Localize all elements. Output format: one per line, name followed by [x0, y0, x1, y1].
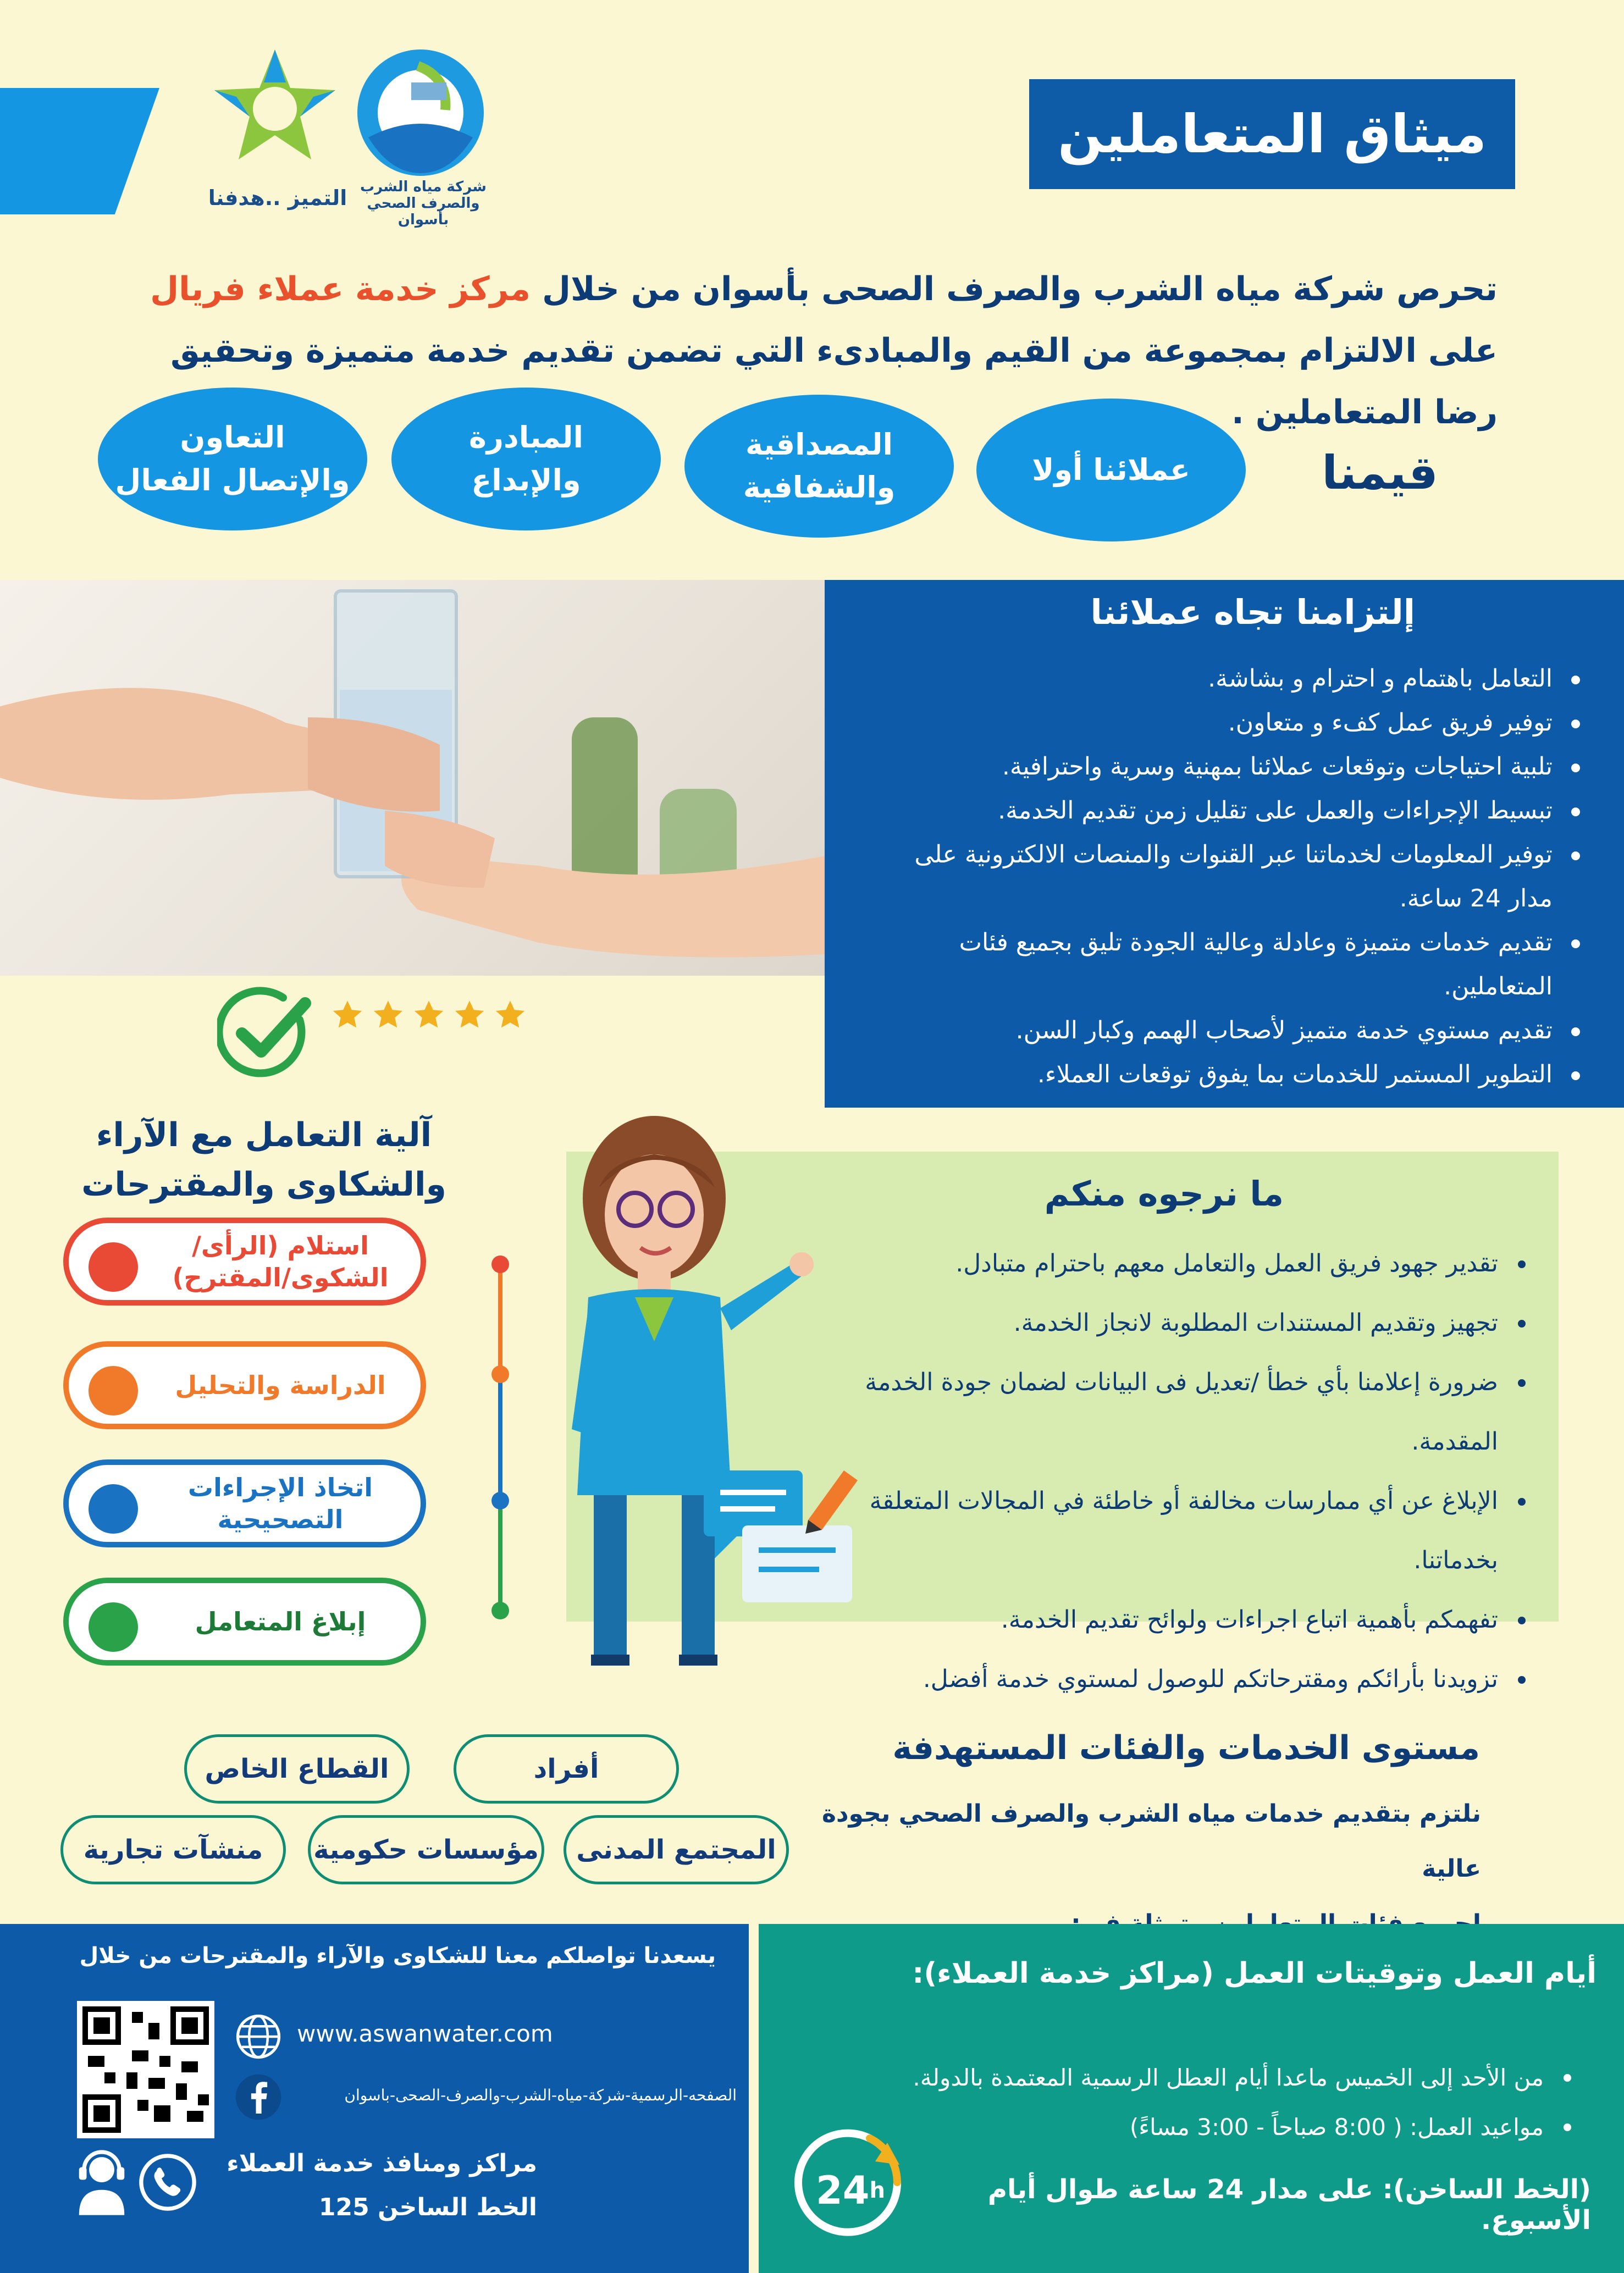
step-text	[151, 1583, 410, 1660]
water-glass-photo	[0, 580, 831, 976]
page-title: ميثاق المتعاملين	[1029, 79, 1515, 189]
expectation-item: الإبلاغ عن أي ممارسات مخالفة أو خاطئة في المجالات المتعلقة بخدماتنا.	[811, 1472, 1526, 1590]
step-3-line1: اتخاذ الإجراءات	[187, 1473, 373, 1502]
mechanism-step-corrective	[63, 1459, 426, 1547]
commitment-list	[865, 657, 1580, 1097]
value-3-line2: والإبداع	[471, 463, 581, 497]
mechanism-step-receive	[63, 1218, 426, 1306]
step-dot	[89, 1602, 138, 1652]
target-private-sector: القطاع الخاص	[184, 1734, 410, 1804]
company-name-text: شركة مياه الشرب والصرف الصحي بأسوان	[360, 179, 487, 228]
step-1-line2: الشكوى/المقترح)	[172, 1263, 389, 1292]
commitment-item: توفير فريق عمل كفء و متعاون.	[865, 701, 1580, 745]
step-text	[151, 1223, 410, 1300]
hours-title: أيام العمل وتوقيتات العمل (مراكز خدمة العملاء):	[912, 1957, 1597, 1990]
star-logo-icon	[203, 44, 346, 165]
expectation-item: تجهيز وتقديم المستندات المطلوبة لانجاز الخدمة.	[811, 1293, 1526, 1353]
value-oval-1	[976, 399, 1246, 541]
hours-item: مواعيد العمل: ( 8:00 صباحاً - 3:00 مساءً)	[802, 2103, 1571, 2152]
star-icon	[330, 998, 365, 1033]
target-commercial: منشآت تجارية	[60, 1815, 286, 1884]
commitment-item: تقديم مستوي خدمة متميز لأصحاب الهمم وكبار السن.	[865, 1009, 1580, 1053]
phone-icon	[137, 2152, 198, 2213]
value-4-line1: التعاون	[180, 420, 285, 455]
facebook-page-link[interactable]: الصفحه-الرسمية-شركة-مياه-الشرب-والصرف-الصحى-باسوان	[344, 2086, 737, 2104]
values-title: قيمنا	[1322, 446, 1438, 500]
expectation-item: ضرورة إعلامنا بأي خطأ /تعديل فى البيانات لضمان جودة الخدمة المقدمة.	[811, 1353, 1526, 1472]
company-logo-icon	[352, 44, 489, 181]
mechanism-step-inform	[63, 1578, 426, 1666]
expectation-item: تقدير جهود فريق العمل والتعامل معهم باحترام متبادل.	[811, 1234, 1526, 1293]
mechanism-step-study	[63, 1341, 426, 1429]
target-individuals: أفراد	[454, 1734, 679, 1804]
value-oval-4	[98, 388, 367, 530]
star-icon	[371, 998, 406, 1033]
step-text	[151, 1347, 410, 1424]
hotline-text: الخط الساخن 125	[318, 2193, 537, 2221]
mechanism-title	[49, 1105, 478, 1215]
mechanism-timeline	[484, 1248, 517, 1627]
intro-line-2: على الالتزام بمجموعة من القيم والمبادىء التي تضمن تقديم خدمة متميزة وتحقيق رضا المتعاملين .	[170, 331, 1498, 432]
target-civil-society: المجتمع المدنى	[564, 1815, 789, 1884]
qr-code-icon	[77, 2001, 214, 2138]
target-government: مؤسسات حكومية	[308, 1815, 544, 1884]
service-level-title: مستوى الخدمات والفئات المستهدفة	[892, 1729, 1480, 1767]
step-4-line1: إبلاغ المتعامل	[195, 1607, 366, 1636]
chat-bubbles-icon	[698, 1459, 863, 1613]
clock-24-h: h	[869, 2178, 885, 2203]
commitment-item: التطوير المستمر للخدمات بما يفوق توقعات العملاء.	[865, 1053, 1580, 1097]
service-centers-text: مراكز ومنافذ خدمة العملاء	[227, 2149, 537, 2177]
star-icon	[411, 998, 446, 1033]
hotline-note: (الخط الساخن): على مدار 24 ساعة طوال أيام الأسبوع.	[987, 2174, 1591, 2236]
expectations-list	[811, 1234, 1526, 1709]
star-icon	[493, 998, 528, 1033]
value-2-line1: المصداقية	[745, 427, 893, 462]
expectation-item: تفهمكم بأهمية اتباع اجراءات ولوائح تقديم الخدمة.	[811, 1590, 1526, 1650]
check-circle-icon	[217, 987, 316, 1080]
mechanism-title-line1: آلية التعامل مع الآراء	[96, 1116, 432, 1154]
contact-panel	[0, 1924, 749, 2273]
globe-icon	[234, 2012, 283, 2061]
facebook-icon[interactable]	[234, 2072, 283, 2122]
intro-line-1	[123, 258, 1498, 320]
clock-24-label	[809, 2166, 892, 2215]
expectations-title: ما نرجوه منكم	[1044, 1174, 1284, 1214]
star-icon	[452, 998, 487, 1033]
rating-stars	[330, 998, 539, 1042]
step-dot	[89, 1484, 138, 1534]
step-dot	[89, 1366, 138, 1415]
expectation-item: تزويدنا بأرائكم ومقترحاتكم للوصول لمستوي خدمة أفضل.	[811, 1650, 1526, 1709]
commitment-title: إلتزامنا تجاه عملائنا	[1090, 592, 1415, 632]
clock-24-number: 24	[816, 2168, 870, 2213]
working-hours-panel	[759, 1924, 1624, 2273]
step-dot	[89, 1242, 138, 1292]
intro-line-1-text: تحرص شركة مياه الشرب والصرف الصحى بأسوان من خلال	[531, 270, 1498, 308]
contact-title: يسعدنا تواصلكم معنا للشكاوى والآراء والمقترحات من خلال	[79, 1943, 716, 1968]
commitment-item: توفير المعلومات لخدماتنا عبر القنوات والمنصات الالكترونية على مدار 24 ساعة.	[865, 833, 1580, 921]
commitment-panel	[825, 580, 1624, 1108]
commitment-item: التعامل باهتمام و احترام و بشاشة.	[865, 657, 1580, 701]
mechanism-title-line2: والشكاوى والمقترحات	[81, 1165, 446, 1204]
value-1-line1: عملائنا أولا	[1032, 452, 1190, 487]
hands-glass-illustration	[0, 580, 831, 976]
step-1-line1: استلام (الرأى/	[192, 1231, 369, 1260]
headset-agent-icon	[71, 2147, 132, 2218]
value-2-line2: والشفافية	[743, 470, 896, 505]
website-link[interactable]: www.aswanwater.com	[297, 2020, 553, 2047]
value-4-line2: والإتصال الفعال	[115, 463, 350, 497]
header-blue-band	[0, 88, 159, 214]
hours-list	[802, 2053, 1571, 2152]
step-2-line1: الدراسة والتحليل	[175, 1370, 386, 1400]
commitment-item: تقديم خدمات متميزة وعادلة وعالية الجودة تليق بجميع فئات المتعاملين.	[865, 921, 1580, 1009]
slogan-text: التميز ..هدفنا	[208, 186, 347, 210]
intro-highlight: مركز خدمة عملاء فريال	[150, 270, 531, 308]
step-3-line2: التصحيحية	[217, 1505, 344, 1534]
step-text	[151, 1465, 410, 1542]
commitment-item: تبسيط الإجراءات والعمل على تقليل زمن تقديم الخدمة.	[865, 789, 1580, 833]
value-oval-3	[391, 388, 661, 530]
service-level-line1: نلتزم بتقديم خدمات مياه الشرب والصرف الصحي بجودة عالية	[822, 1800, 1481, 1883]
value-oval-2	[684, 395, 954, 538]
value-3-line1: المبادرة	[469, 420, 583, 455]
commitment-item: تلبية احتياجات وتوقعات عملائنا بمهنية وسرية واحترافية.	[865, 745, 1580, 789]
hours-item: من الأحد إلى الخميس ماعدا أيام العطل الرسمية المعتمدة بالدولة.	[802, 2053, 1571, 2103]
